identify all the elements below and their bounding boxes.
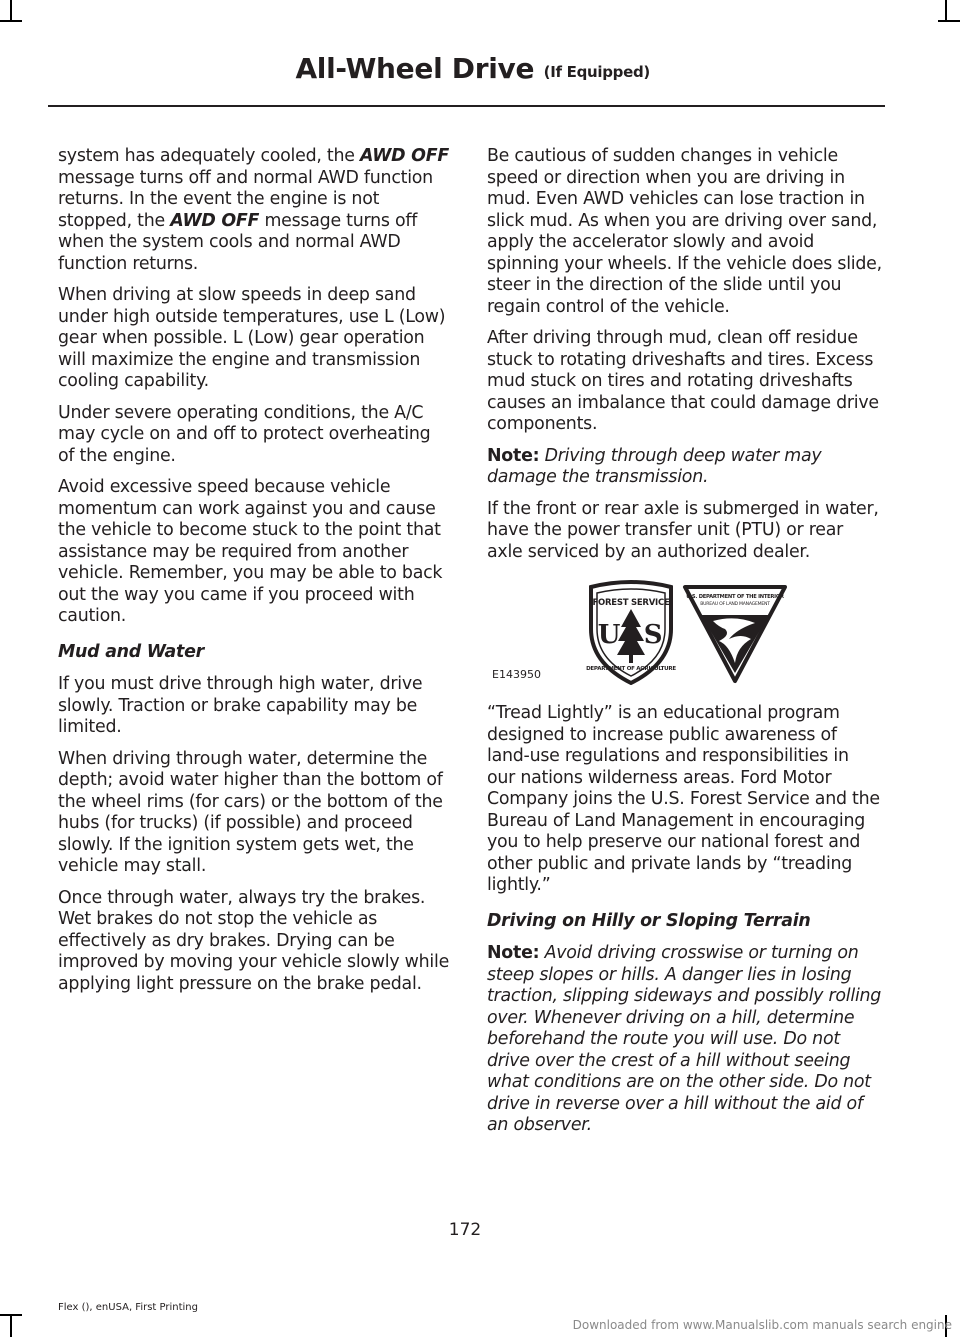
watermark: Downloaded from www.Manualslib.com manuals search engine — [572, 1318, 952, 1332]
crop-mark — [945, 0, 947, 22]
section-heading: Driving on Hilly or Sloping Terrain — [487, 910, 811, 931]
forest-service-badge-icon — [585, 579, 677, 685]
svg-text:S: S — [643, 620, 663, 650]
note-label: Note: — [487, 943, 540, 963]
note — [487, 943, 882, 1137]
crop-mark — [0, 20, 22, 22]
paragraph: When driving at slow speeds in deep sand under high outside temperatures, use L (Low) gear when possible. L (Low) gear operation will maximize the engine and transmission cooling capability. — [58, 285, 446, 391]
note — [487, 446, 882, 489]
header-rule — [48, 105, 885, 107]
section-heading: Mud and Water — [58, 641, 204, 662]
note-text: Avoid driving crosswise or turning on steep slopes or hills. A danger lies in losing traction, slipping sideways and possibly rolling over. Whenever driving on a hill, determine beforehand the route you will use. Do not drive over the crest of a hill without seeing what conditions are on the other side. Do not drive in reverse over a hill without the aid of an observer. — [487, 943, 882, 1135]
footer-text: Flex (), enUSA, First Printing — [58, 1302, 198, 1313]
svg-text:BUREAU OF LAND MANAGEMENT: BUREAU OF LAND MANAGEMENT — [700, 602, 770, 607]
figure-id: E143950 — [492, 667, 541, 681]
svg-text:FOREST SERVICE: FOREST SERVICE — [592, 598, 670, 608]
paragraph: If the front or rear axle is submerged in water, have the power transfer unit (PTU) or rear axle serviced by an authorized dealer. — [487, 498, 879, 562]
paragraph: When driving through water, determine the depth; avoid water higher than the bottom of the wheel rims (for cars) or the bottom of the hubs (for trucks) (if possible) and proceed slowly. If the ignition system gets wet, the vehicle may stall. — [58, 748, 443, 876]
page-header — [295, 52, 650, 85]
tread-lightly-figure — [487, 579, 882, 687]
paragraph: “Tread Lightly” is an educational program designed to increase public awareness of land-use regulations and responsibilities in our nations wilderness areas. Ford Motor Company joins the U.S. Forest Service and the Bureau of Land Management in encouraging you to help preserve our national forest and other public and private lands by “treading lightly.” — [487, 703, 880, 895]
page-number: 172 — [448, 1220, 482, 1240]
svg-text:U.S. DEPARTMENT OF THE INTERIO: U.S. DEPARTMENT OF THE INTERIOR — [686, 594, 784, 600]
right-column — [487, 146, 882, 1147]
crop-mark — [0, 1314, 22, 1316]
paragraph: After driving through mud, clean off residue stuck to rotating driveshafts and tires. Excess mud stuck on tires and rotating driveshafts causes an imbalance that could damage drive components. — [487, 328, 879, 434]
left-column — [58, 146, 450, 1005]
crop-mark — [938, 20, 960, 22]
svg-text:DEPARTMENT OF AGRICULTURE: DEPARTMENT OF AGRICULTURE — [586, 666, 676, 672]
blm-badge-icon — [679, 581, 791, 685]
paragraph: system has adequately cooled, the AWD OFF message turns off and normal AWD function returns. In the event the engine is not stopped, the AWD OFF message turns off when the system cools and normal AWD function returns. — [58, 146, 449, 274]
svg-text:U: U — [597, 620, 621, 650]
crop-mark — [10, 0, 12, 22]
paragraph: Under severe operating conditions, the A/C may cycle on and off to protect overheating of the engine. — [58, 402, 431, 466]
note-label: Note: — [487, 445, 540, 466]
header-title: All-Wheel Drive — [295, 52, 535, 85]
note-text: Driving through deep water may damage the transmission. — [487, 445, 822, 487]
paragraph: Avoid excessive speed because vehicle momentum can work against you and cause the vehicle to become stuck to the point that assistance may be required from another vehicle. Remember, you may be able to back out the way you came if you proceed with caution. — [58, 477, 443, 626]
header-subtitle: (If Equipped) — [543, 63, 650, 81]
paragraph: Be cautious of sudden changes in vehicle speed or direction when you are driving in mud. Even AWD vehicles can lose traction in slick mud. As when you are driving over sand, apply the accelerator slowly and avoid spinning your wheels. If the vehicle does slide, steer in the direction of the slide until you regain control of the vehicle. — [487, 146, 882, 317]
paragraph: Once through water, always try the brakes. Wet brakes do not stop the vehicle as effectively as dry brakes. Drying can be improved by moving your vehicle slowly while applying light pressure on the brake pedal. — [58, 887, 450, 994]
paragraph: If you must drive through high water, drive slowly. Traction or brake capability may be limited. — [58, 674, 423, 737]
awd-off-message: AWD OFF — [170, 210, 260, 231]
crop-mark — [10, 1315, 12, 1337]
awd-off-message: AWD OFF — [359, 146, 449, 166]
